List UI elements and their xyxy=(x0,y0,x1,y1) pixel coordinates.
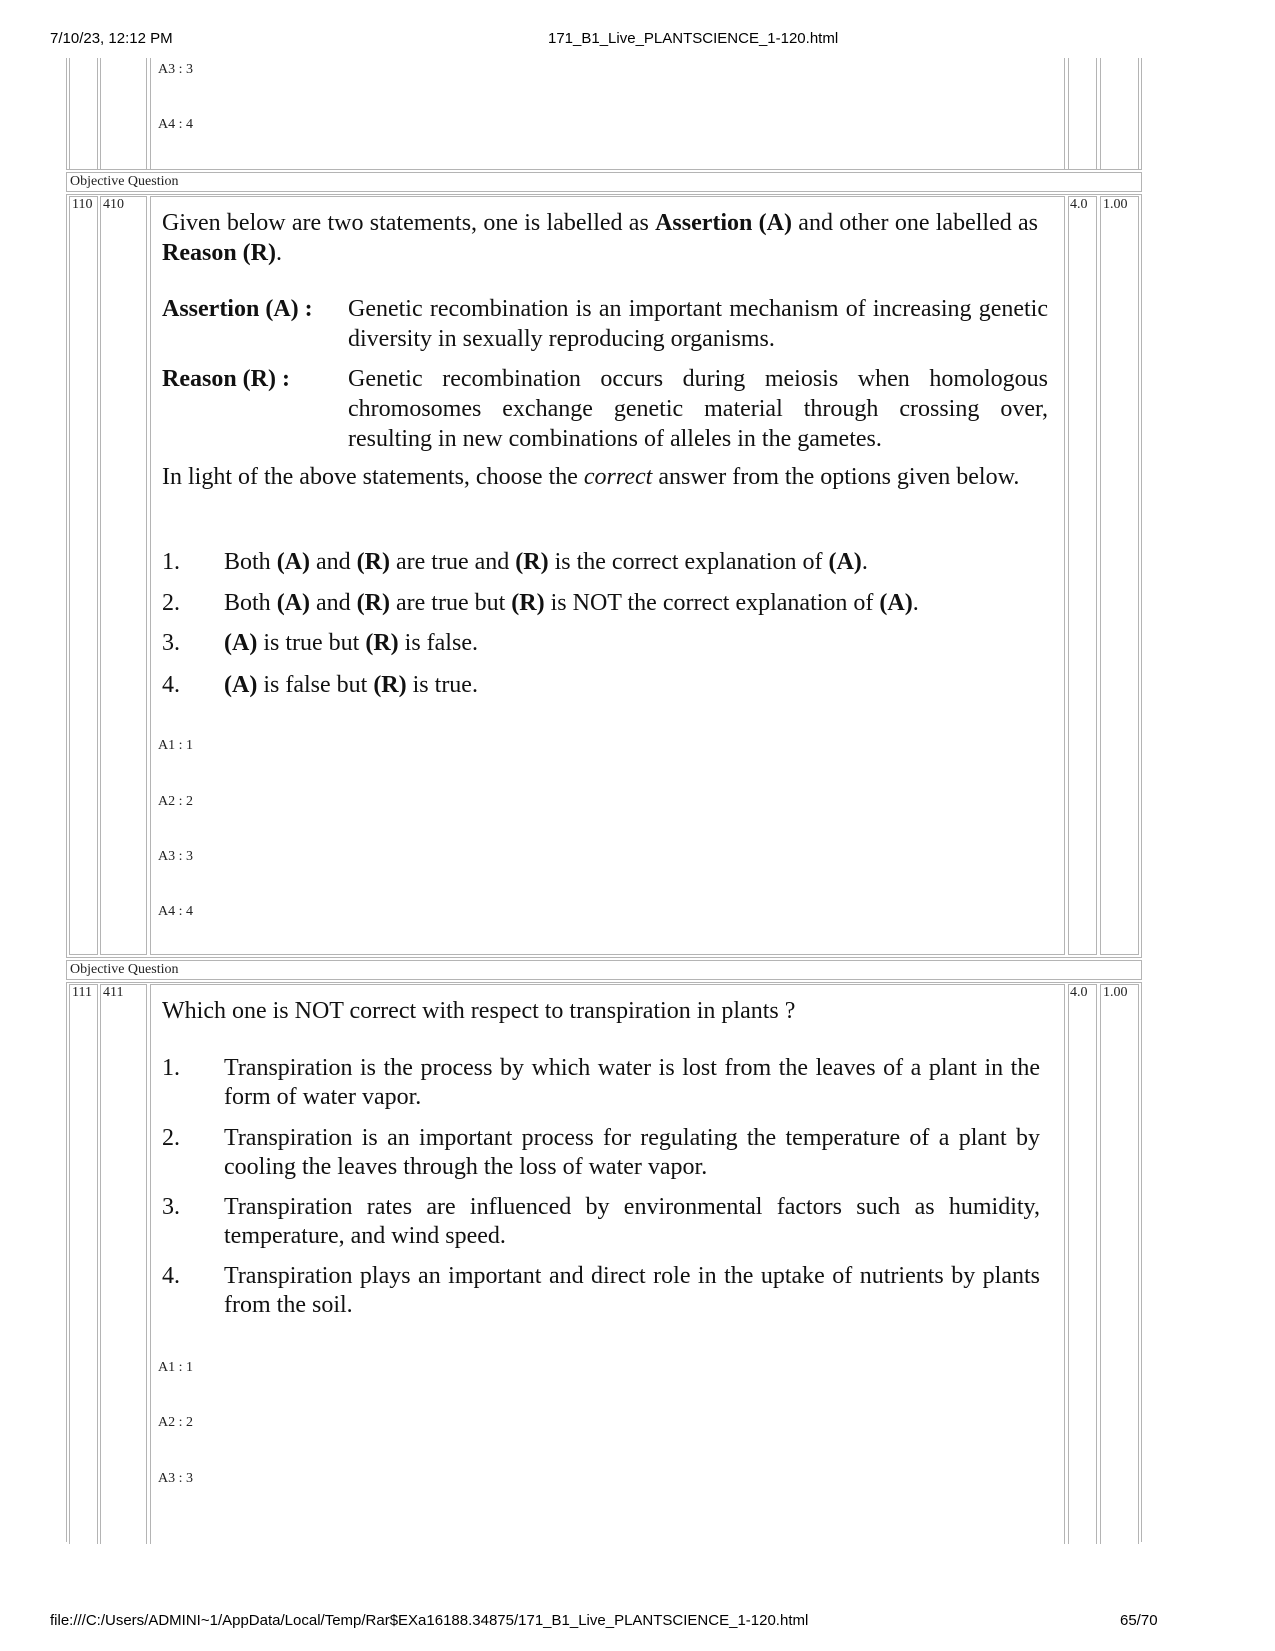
serial-number: 110 xyxy=(72,197,93,212)
question-text: Which one is NOT correct with respect to transpiration in plants ? xyxy=(162,998,796,1024)
answer-option-label: A1 : 1 xyxy=(158,1360,193,1375)
assertion-key: Assertion (A) : xyxy=(162,296,313,322)
print-page-number: 65/70 xyxy=(1120,1612,1158,1629)
answer-option-label: A3 : 3 xyxy=(158,1471,193,1486)
question-type-label: Objective Question xyxy=(70,174,179,189)
answer-option-label: A4 : 4 xyxy=(158,117,193,132)
question-intro: Given below are two statements, one is labelled as Assertion (A) and other one labelled as Reason (R). xyxy=(162,210,1039,266)
answer-option-label: A2 : 2 xyxy=(158,1415,193,1430)
reason-text: Genetic recombination occurs during meiosis when homologous chromosomes exchange genetic material through crossing over, resulting in new combinations of alleles in the gametes. xyxy=(348,366,1048,452)
marks-value: 4.0 xyxy=(1070,197,1088,212)
negative-marks-value: 1.00 xyxy=(1103,197,1128,212)
answer-option-label: A3 : 3 xyxy=(158,849,193,864)
question-id: 410 xyxy=(103,197,124,212)
serial-number: 111 xyxy=(72,985,92,1000)
print-doc-title: 171_B1_Live_PLANTSCIENCE_1-120.html xyxy=(548,30,839,47)
answer-option-label: A4 : 4 xyxy=(158,904,193,919)
question-type-label: Objective Question xyxy=(70,962,179,977)
print-datetime: 7/10/23, 12:12 PM xyxy=(50,30,173,47)
negative-marks-value: 1.00 xyxy=(1103,985,1128,1000)
marks-value: 4.0 xyxy=(1070,985,1088,1000)
print-file-path: file:///C:/Users/ADMINI~1/AppData/Local/Temp/Rar$EXa16188.34875/171_B1_Live_PLANTSCIENCE_1-120.html xyxy=(50,1612,809,1629)
answer-option-label: A1 : 1 xyxy=(158,738,193,753)
instruction-text: In light of the above statements, choose the correct answer from the options given below. xyxy=(162,464,1020,490)
question-id: 411 xyxy=(103,985,124,1000)
assertion-text: Genetic recombination is an important mechanism of increasing genetic diversity in sexually reproducing organisms. xyxy=(348,296,1048,352)
answer-option-label: A3 : 3 xyxy=(158,62,193,77)
reason-key: Reason (R) : xyxy=(162,366,290,392)
answer-option-label: A2 : 2 xyxy=(158,794,193,809)
